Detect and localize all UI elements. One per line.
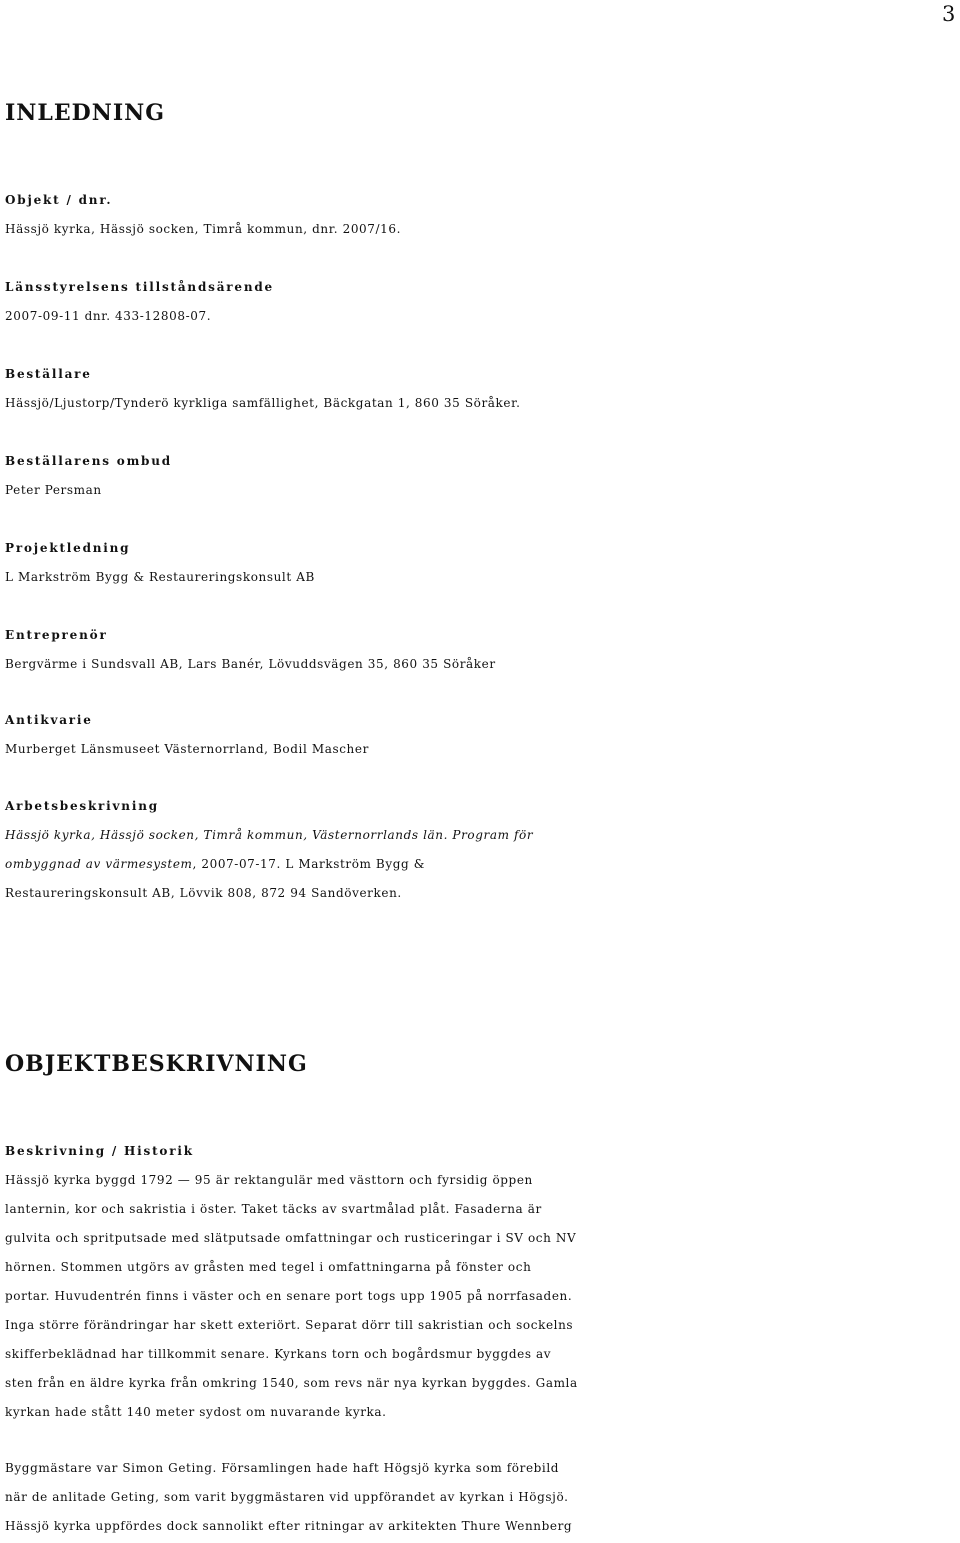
paragraph-builder [5, 1454, 955, 1541]
field-label: Objekt / dnr. [5, 193, 113, 207]
field-label: Projektledning [5, 541, 131, 555]
field-bestallarens-ombud [5, 447, 955, 505]
arbetsbeskrivning-line [5, 850, 955, 879]
field-entreprenor [5, 621, 955, 679]
field-antikvarie [5, 706, 955, 764]
arbetsbeskrivning-line: Hässjö kyrka, Hässjö socken, Timrå kommun, Västernorrlands län. Program för [5, 828, 534, 842]
paragraph-line: sten från en äldre kyrka från omkring 1540, som revs när nya kyrkan byggdes. Gamla [5, 1376, 578, 1390]
paragraph-line: kyrkan hade stått 140 meter sydost om nuvarande kyrka. [5, 1405, 387, 1419]
field-label: Antikvarie [5, 713, 93, 727]
sub-heading-beskrivning-historik: Beskrivning / Historik [5, 1144, 194, 1158]
arbetsbeskrivning-title-part: ombyggnad av värmesystem [5, 857, 193, 871]
paragraph-line: skifferbeklädnad har tillkommit senare. Kyrkans torn och bogårdsmur byggdes av [5, 1347, 552, 1361]
paragraph-line: Hässjö kyrka byggd 1792 — 95 är rektangulär med västtorn och fyrsidig öppen [5, 1173, 533, 1187]
paragraph-line: gulvita och spritputsade med slätputsade omfattningar och rusticeringar i SV och NV [5, 1231, 577, 1245]
paragraph-line: lanternin, kor och sakristia i öster. Taket täcks av svartmålad plåt. Fasaderna är [5, 1202, 542, 1216]
field-value: Hässjö kyrka, Hässjö socken, Timrå kommun, dnr. 2007/16. [5, 222, 402, 236]
field-arbetsbeskrivning [5, 792, 955, 908]
field-label: Länsstyrelsens tillståndsärende [5, 280, 274, 294]
field-value: L Markström Bygg & Restaureringskonsult AB [5, 570, 315, 584]
field-bestallare [5, 360, 955, 418]
field-value: Hässjö/Ljustorp/Tynderö kyrkliga samfällighet, Bäckgatan 1, 860 35 Söråker. [5, 396, 521, 410]
field-value: Murberget Länsmuseet Västernorrland, Bodil Mascher [5, 742, 369, 756]
section-heading-objektbeskrivning: OBJEKTBESKRIVNING [5, 1051, 308, 1077]
field-label: Beställare [5, 367, 92, 381]
field-label: Entreprenör [5, 628, 108, 642]
arbetsbeskrivning-date-part: , 2007-07-17. L Markström Bygg & [192, 857, 425, 871]
section-heading-inledning: INLEDNING [5, 100, 166, 126]
arbetsbeskrivning-line: Restaureringskonsult AB, Lövvik 808, 872 94 Sandöverken. [5, 886, 402, 900]
page-number: 3 [942, 2, 956, 26]
field-label: Arbetsbeskrivning [5, 799, 159, 813]
paragraph-line: Hässjö kyrka uppfördes dock sannolikt efter ritningar av arkitekten Thure Wennberg [5, 1519, 573, 1533]
field-value: Bergvärme i Sundsvall AB, Lars Banér, Lövuddsvägen 35, 860 35 Söråker [5, 657, 496, 671]
field-tillstandsarende [5, 273, 955, 331]
beskrivning-historik [5, 1137, 955, 1166]
field-label: Beställarens ombud [5, 454, 172, 468]
field-value: 2007-09-11 dnr. 433-12808-07. [5, 309, 212, 323]
paragraph-line: när de anlitade Geting, som varit byggmästaren vid uppförandet av kyrkan i Högsjö. [5, 1490, 569, 1504]
field-value: Peter Persman [5, 483, 102, 497]
paragraph-line: Byggmästare var Simon Geting. Församlingen hade haft Högsjö kyrka som förebild [5, 1461, 560, 1475]
paragraph-line: portar. Huvudentrén finns i väster och en senare port togs upp 1905 på norrfasaden. [5, 1289, 573, 1303]
paragraph-line: Inga större förändringar har skett exteriört. Separat dörr till sakristian och sockelns [5, 1318, 574, 1332]
paragraph-line: hörnen. Stommen utgörs av gråsten med tegel i omfattningarna på fönster och [5, 1260, 532, 1274]
field-objekt [5, 186, 955, 244]
paragraph-description [5, 1166, 955, 1427]
field-projektledning [5, 534, 955, 592]
